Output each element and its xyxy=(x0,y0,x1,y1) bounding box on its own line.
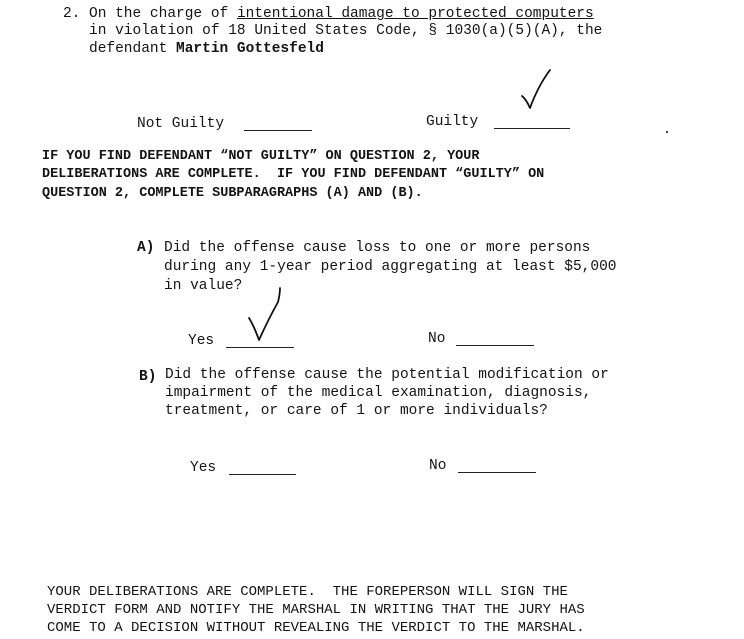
question2-line1-text: On the charge of xyxy=(89,6,237,22)
sub-b-yes-blank[interactable] xyxy=(229,474,296,475)
instruction-line2: DELIBERATIONS ARE COMPLETE. IF YOU FIND DEFENDANT “GUILTY” ON xyxy=(42,167,545,182)
sub-b-yes-label: Yes xyxy=(190,460,217,476)
question2-line3-text: defendant xyxy=(89,41,177,57)
sub-a-yes-blank[interactable] xyxy=(226,347,294,348)
question2-line3 xyxy=(89,41,324,57)
question2-line2: in violation of 18 United States Code, § 1030(a)(5)(A), the xyxy=(89,23,603,39)
stray-mark xyxy=(666,131,668,133)
closing-line2: VERDICT FORM AND NOTIFY THE MARSHAL IN WRITING THAT THE JURY HAS xyxy=(47,602,585,618)
sub-b-no-label: No xyxy=(429,458,447,474)
question2-line1 xyxy=(89,6,594,22)
sub-b-no-blank[interactable] xyxy=(458,472,536,473)
sub-a-no-blank[interactable] xyxy=(456,345,534,346)
instruction-line1: IF YOU FIND DEFENDANT “NOT GUILTY” ON QUESTION 2, YOUR xyxy=(42,149,480,164)
not-guilty-label: Not Guilty xyxy=(137,116,225,132)
sub-a-line2: during any 1-year period aggregating at least $5,000 xyxy=(164,259,617,275)
sub-a-yes-label: Yes xyxy=(188,333,215,349)
sub-a-line1: Did the offense cause loss to one or more persons xyxy=(164,240,591,256)
closing-line3: COME TO A DECISION WITHOUT REVEALING THE VERDICT TO THE MARSHAL. xyxy=(47,620,585,636)
defendant-name: Martin Gottesfeld xyxy=(176,41,324,57)
sub-b-marker: B) xyxy=(139,369,157,385)
sub-a-yes-checkmark-icon xyxy=(246,286,286,344)
guilty-label: Guilty xyxy=(426,114,479,130)
sub-b-line1: Did the offense cause the potential modification or xyxy=(165,367,609,383)
guilty-blank[interactable] xyxy=(494,128,570,129)
sub-a-line3: in value? xyxy=(164,278,243,294)
sub-a-no-label: No xyxy=(428,331,446,347)
instruction-line3: QUESTION 2, COMPLETE SUBPARAGRAPHS (A) AND (B). xyxy=(42,186,423,201)
sub-a-marker: A) xyxy=(137,240,155,256)
charge-name: intentional damage to protected computers xyxy=(236,6,594,22)
sub-b-line2: impairment of the medical examination, diagnosis, xyxy=(165,385,592,401)
question-number: 2. xyxy=(63,6,81,22)
closing-line1: YOUR DELIBERATIONS ARE COMPLETE. THE FOREPERSON WILL SIGN THE xyxy=(47,584,568,600)
not-guilty-blank[interactable] xyxy=(244,130,312,131)
sub-b-line3: treatment, or care of 1 or more individuals? xyxy=(165,403,548,419)
guilty-checkmark-icon xyxy=(519,68,553,112)
